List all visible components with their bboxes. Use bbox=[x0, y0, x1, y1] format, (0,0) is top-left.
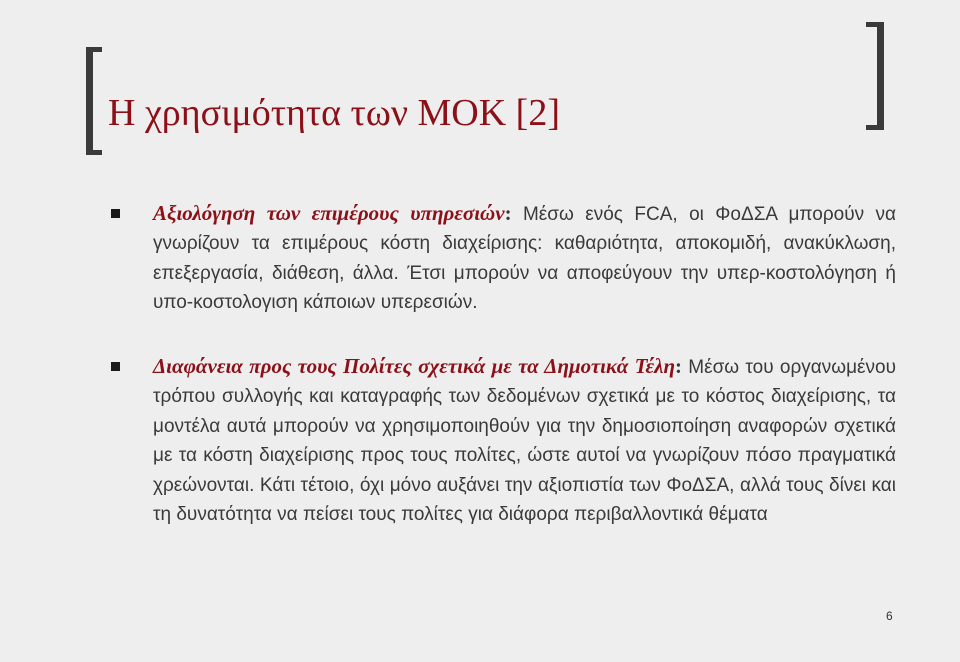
page-number: 6 bbox=[886, 609, 893, 623]
bullet-square-icon bbox=[111, 209, 120, 218]
slide-title: Η χρησιμότητα των ΜΟΚ [2] bbox=[108, 92, 560, 134]
bullet-text: Μέσω ενός FCA, οι ΦοΔΣΑ μπορούν να γνωρίζουν τα επιμέρους κόστη διαχείρισης: καθαριότητα, αποκομιδή, ανακύκλωση, επεξεργασία, διάθεση, άλλα. Έτσι μπορούν να αποφεύγουν την υπερ-κοστολόγηση ή υπο-κοστολογιση κάποιων υπερεσιών. bbox=[153, 204, 896, 314]
bullet-colon: : bbox=[675, 354, 682, 378]
bullet-paragraph-1 bbox=[153, 199, 896, 318]
left-bracket-decoration bbox=[86, 47, 102, 155]
bullet-lead: Αξιολόγηση των επιμέρους υπηρεσιών bbox=[153, 201, 505, 225]
bullet-text: Μέσω του οργανωμένου τρόπου συλλογής και καταγραφής των δεδομένων σχετικά με το κόστος διαχείρισης, τα μοντέλα αυτά μπορούν να χρησιμοποιηθούν για την δημοσιοποίηση αναφορών σχετικά με τα κόστη διαχείρισης προς τους πολίτες, ώστε αυτοί να γνωρίζουν πόσο πραγματικά χρεώνονται. Κάτι τέτοιο, όχι μόνο αυξάνει την αξιοπιστία των ΦοΔΣΑ, αλλά τους δίνει και τη δυνατότητα να πείσει τους πολίτες για διάφορα περιβαλλοντικά θέματα bbox=[153, 357, 896, 526]
bullet-square-icon bbox=[111, 362, 120, 371]
bullet-colon: : bbox=[504, 201, 512, 225]
right-bracket-decoration bbox=[866, 22, 884, 130]
bullet-paragraph-2 bbox=[153, 352, 896, 529]
bullet-lead: Διαφάνεια προς τους Πολίτες σχετικά με τα Δημοτικά Τέλη bbox=[153, 354, 675, 378]
